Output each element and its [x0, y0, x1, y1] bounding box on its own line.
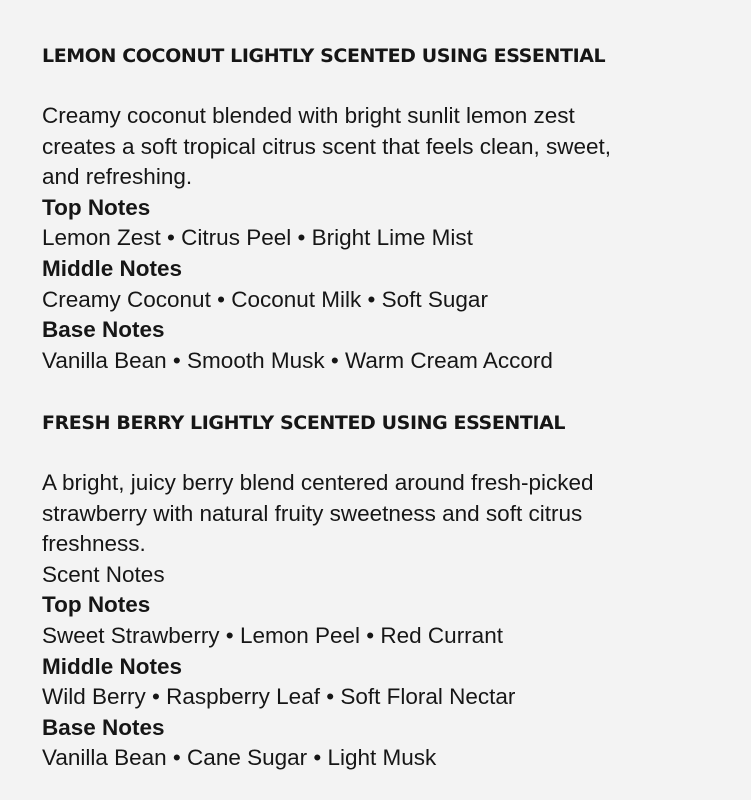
section-heading: LEMON COCONUT LIGHTLY SCENTED USING ESSENTIAL: [42, 45, 606, 67]
base-notes-label: Base Notes: [42, 714, 165, 740]
scent-notes-label: Scent Notes: [42, 561, 165, 587]
middle-notes-list: Creamy Coconut • Coconut Milk • Soft Sugar: [42, 286, 488, 312]
middle-notes-label: Middle Notes: [42, 255, 183, 281]
description-line: A bright, juicy berry blend centered around fresh-picked: [42, 470, 594, 495]
section-heading: FRESH BERRY LIGHTLY SCENTED USING ESSENTIAL: [42, 412, 566, 434]
scent-section-fresh-berry: [42, 410, 722, 774]
description-line: freshness.: [42, 531, 146, 557]
middle-notes-label: Middle Notes: [42, 653, 183, 679]
base-notes-label: Base Notes: [42, 317, 165, 343]
top-notes-label: Top Notes: [42, 592, 151, 618]
description-line: creates a soft tropical citrus scent that feels clean, sweet,: [42, 133, 612, 159]
base-notes-list: Vanilla Bean • Smooth Musk • Warm Cream Accord: [42, 347, 553, 373]
description-line: strawberry with natural fruity sweetness and soft citrus: [42, 500, 583, 526]
top-notes-list: Lemon Zest • Citrus Peel • Bright Lime Mist: [42, 225, 473, 251]
base-notes-list: Vanilla Bean • Cane Sugar • Light Musk: [42, 745, 437, 771]
middle-notes-list: Wild Berry • Raspberry Leaf • Soft Floral Nectar: [42, 684, 516, 710]
section-description: [42, 101, 722, 193]
description-line: and refreshing.: [42, 164, 193, 190]
section-description: [42, 468, 722, 560]
top-notes-list: Sweet Strawberry • Lemon Peel • Red Currant: [42, 622, 503, 648]
top-notes-label: Top Notes: [42, 194, 151, 220]
scent-section-lemon-coconut: [42, 43, 722, 376]
description-line: Creamy coconut blended with bright sunlit lemon zest: [42, 103, 575, 128]
